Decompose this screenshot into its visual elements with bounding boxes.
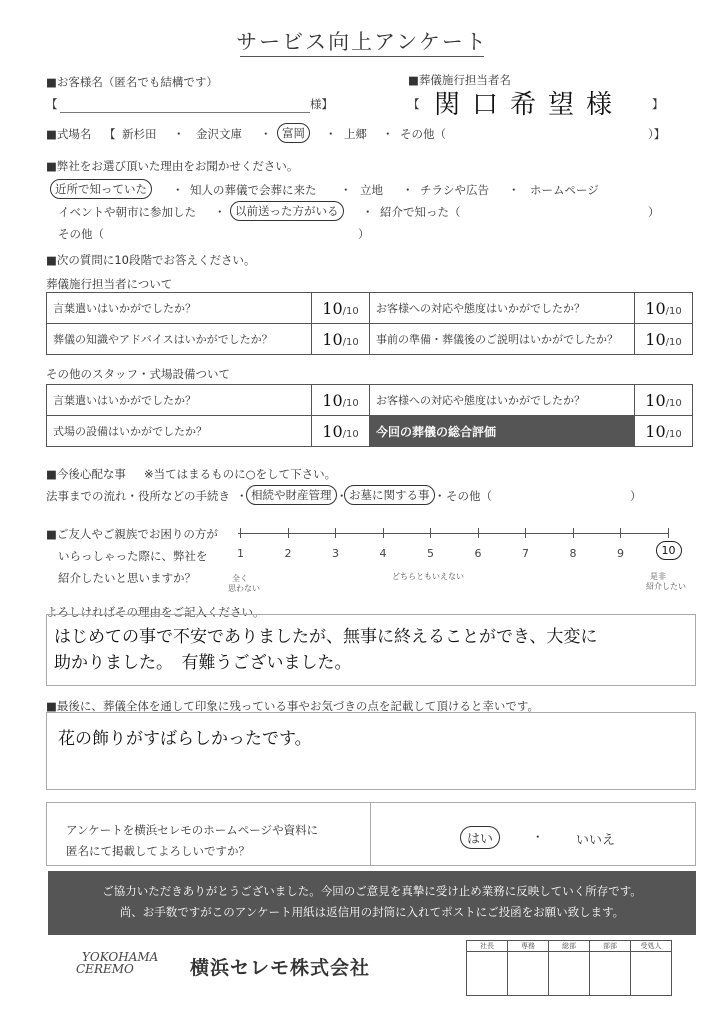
page-title: サービス向上アンケート — [236, 30, 488, 54]
scale-tick — [620, 528, 621, 538]
score-value: 10 — [645, 298, 666, 318]
venue-option-other[interactable]: その他（ — [400, 127, 446, 141]
staff-rating-table — [46, 292, 693, 355]
stamp-box[interactable] — [630, 940, 672, 996]
scale-low-label-1: 全く — [232, 574, 248, 583]
score-denominator: /10 — [342, 336, 359, 348]
score-value: 10 — [322, 329, 343, 349]
rating-question: 言葉遣いはいかがでしたか？ — [47, 385, 312, 416]
scale-tick — [383, 528, 384, 538]
banner-line1: ご協力いただきありがとうございました。今回のご意見を真摯に受け止め業務に反映していく所存です。 — [102, 884, 642, 898]
rating-question: お客様への対応や態度はいかがでしたか？ — [370, 385, 635, 416]
scale-tick — [478, 528, 479, 538]
rating-question: 事前の準備・葬儀後のご説明はいかがでしたか？ — [370, 324, 635, 355]
reason-option-previous-selected[interactable]: 以前送った方がいる — [230, 201, 344, 221]
scale-high-label-1: 是非 — [650, 572, 666, 581]
reason-referral-close: ） — [648, 205, 660, 219]
venue-separator: ・ — [382, 127, 394, 141]
venue-option-shinsugita[interactable]: 新杉田 — [122, 127, 157, 141]
score-denominator: /10 — [342, 305, 359, 317]
table-row — [47, 385, 693, 416]
scale-tick — [573, 528, 574, 538]
concern-option-other[interactable]: その他（ — [446, 489, 492, 503]
final-comment-text: 花の飾りがすばらしかったです。 — [58, 729, 312, 749]
scale-tick — [525, 528, 526, 538]
rating-question: 式場の設備はいかがでしたか？ — [47, 416, 312, 447]
concern-option-inheritance-selected[interactable]: 相続や財産管理 — [246, 485, 337, 505]
reason-text-line1: はじめての事で不安でありましたが、無事に終えることができ、大変に — [54, 627, 598, 647]
score-denominator: /10 — [342, 428, 359, 440]
reason-separator: ・ — [172, 183, 184, 197]
stamp-label: 受処人 — [631, 941, 671, 952]
company-name: 横浜セレモ株式会社 — [190, 957, 371, 979]
title-underline — [240, 56, 484, 57]
rating-score-cell[interactable] — [312, 324, 370, 355]
rating-score-cell[interactable] — [312, 416, 370, 447]
reason-separator: ・ — [508, 183, 520, 197]
scale-number-7[interactable]: 7 — [522, 547, 529, 560]
staff-bracket-open: 【 — [408, 97, 420, 111]
other-rating-table — [46, 384, 693, 447]
concern-note: ※当てはまるものに○をして下さい。 — [144, 467, 337, 481]
rating-question: 言葉遣いはいかがでしたか？ — [47, 293, 312, 324]
rating-score-cell[interactable] — [635, 293, 693, 324]
rating-other-heading: その他のスタッフ・式場設備ついて — [46, 367, 230, 381]
stamp-box[interactable] — [589, 940, 631, 996]
reason-option-event[interactable]: イベントや朝市に参加した — [58, 205, 196, 219]
scale-high-label-2: 紹介したい — [646, 582, 686, 591]
rating-score-cell[interactable] — [635, 324, 693, 355]
score-denominator: /10 — [665, 397, 682, 409]
publish-question-line2: 匿名にて掲載してよろしいですか？ — [66, 844, 250, 858]
scale-number-1[interactable]: 1 — [237, 547, 244, 560]
stamp-box[interactable] — [548, 940, 590, 996]
scale-low-label-2: 思わない — [228, 584, 260, 593]
score-denominator: /10 — [665, 428, 682, 440]
table-row — [47, 416, 693, 447]
publish-separator: ・ — [532, 830, 544, 844]
reason-separator: ・ — [340, 183, 352, 197]
reason-option-flyer[interactable]: チラシや広告 — [420, 183, 489, 197]
rating-score-cell[interactable] — [635, 416, 693, 447]
concern-option-procedures[interactable]: 法事までの流れ・役所などの手続き — [46, 489, 230, 503]
reason-option-location[interactable]: 立地 — [360, 183, 383, 197]
venue-bracket-open: 【 — [104, 127, 116, 141]
scale-number-10[interactable]: 10 — [656, 541, 682, 560]
scale-number-5[interactable]: 5 — [427, 547, 434, 560]
stamp-label: 専務 — [508, 941, 548, 952]
publish-divider — [370, 802, 371, 866]
score-denominator: /10 — [665, 305, 682, 317]
reason-separator: ・ — [214, 205, 226, 219]
venue-separator: ・ — [173, 127, 185, 141]
recommend-question-line1: ■ご友人やご親族でお困りの方が — [46, 527, 218, 541]
reason-option-referral[interactable]: 紹介で知った（ — [380, 205, 461, 219]
venue-separator: ・ — [325, 127, 337, 141]
scale-tick — [240, 528, 241, 538]
rating-question: お客様への対応や態度はいかがでしたか？ — [370, 293, 635, 324]
logo-line2: CEREMO — [76, 962, 134, 976]
concern-separator: ・ — [236, 489, 248, 503]
score-value: 10 — [322, 298, 343, 318]
rating-label: ■次の質問に10段階でお答えください。 — [46, 253, 256, 267]
stamp-box[interactable] — [466, 940, 508, 996]
publish-no[interactable]: いいえ — [576, 833, 616, 848]
reason-option-nearby-selected[interactable]: 近所で知っていた — [50, 179, 152, 199]
banner-line2: 尚、お手数ですがこのアンケート用紙は返信用の封筒に入れてポストにご投函をお願い致します。 — [119, 905, 625, 919]
table-row — [47, 324, 693, 355]
reason-option-homepage[interactable]: ホームページ — [530, 183, 599, 197]
venue-option-kamigo[interactable]: 上郷 — [344, 127, 367, 141]
reason-text-label: よろしければその理由をご記入ください。 — [46, 605, 265, 619]
staff-name-handwritten[interactable]: 関口希望様 — [434, 90, 625, 120]
venue-option-kanazawabunko[interactable]: 金沢文庫 — [196, 127, 242, 141]
score-denominator: /10 — [665, 336, 682, 348]
scale-tick — [430, 528, 431, 538]
score-value: 10 — [645, 329, 666, 349]
recommend-question-line2: いらっしゃった際に、弊社を — [58, 549, 208, 563]
venue-label: ■式場名 — [46, 127, 92, 141]
scale-number-6[interactable]: 6 — [474, 547, 482, 560]
stamp-label: 部部 — [590, 941, 630, 952]
staff-name-label: ■葬儀施行担当者名 — [408, 73, 511, 87]
concern-other-close: ） — [630, 489, 642, 503]
publish-yes-selected[interactable]: はい — [460, 826, 500, 849]
scale-tick — [668, 528, 669, 538]
recommend-scale-line — [238, 533, 668, 534]
reason-option-acquaintance-funeral[interactable]: 知人の葬儀で会葬に来た — [190, 183, 317, 197]
customer-name-suffix: 様】 — [310, 97, 333, 111]
reason-separator: ・ — [402, 183, 414, 197]
venue-option-tomioka-selected[interactable]: 富岡 — [277, 123, 310, 143]
score-value: 10 — [322, 421, 343, 441]
score-value: 10 — [645, 421, 666, 441]
scale-tick — [335, 528, 336, 538]
score-value: 10 — [645, 390, 666, 410]
venue-separator: ・ — [260, 127, 272, 141]
score-value: 10 — [322, 390, 343, 410]
scale-number-9[interactable]: 9 — [617, 547, 624, 560]
scale-tick — [288, 528, 289, 538]
rating-staff-heading: 葬儀施行担当者について — [46, 277, 173, 291]
venue-bracket-close: ）】 — [648, 127, 666, 141]
scale-number-2[interactable]: 2 — [284, 547, 292, 560]
scale-number-4[interactable]: 4 — [379, 547, 387, 560]
reason-option-other[interactable]: その他（ — [58, 227, 104, 241]
overall-rating-label: 今回の葬儀の総合評価 — [370, 416, 635, 447]
recommend-question-line3: 紹介したいと思いますか？ — [58, 571, 196, 585]
scale-number-8[interactable]: 8 — [569, 547, 577, 560]
rating-question: 葬儀の知識やアドバイスはいかがでしたか？ — [47, 324, 312, 355]
reason-separator: ・ — [362, 205, 374, 219]
rating-score-cell[interactable] — [312, 293, 370, 324]
score-denominator: /10 — [342, 397, 359, 409]
table-row — [47, 293, 693, 324]
logo-line1: YOKOHAMA — [82, 950, 159, 964]
reason-label: ■弊社をお選び頂いた理由をお聞かせください。 — [46, 159, 299, 173]
rating-score-cell[interactable] — [635, 385, 693, 416]
concern-separator: ・ — [336, 489, 348, 503]
scale-mid-label: どちらともいえない — [392, 572, 464, 581]
stamp-label: 総部 — [549, 941, 589, 952]
scale-number-3[interactable]: 3 — [332, 547, 339, 560]
concern-label: ■今後心配な事 — [46, 467, 126, 481]
customer-name-label: ■お客様名（匿名でも結構です） — [46, 75, 218, 89]
stamp-label: 社長 — [467, 941, 507, 952]
stamp-box[interactable] — [507, 940, 549, 996]
rating-score-cell[interactable] — [312, 385, 370, 416]
reason-other-close: ） — [358, 227, 370, 241]
thank-you-banner — [48, 871, 696, 935]
staff-bracket-close: 】 — [652, 97, 664, 111]
customer-bracket-open: 【 — [46, 97, 58, 111]
concern-separator: ・ — [434, 489, 446, 503]
concern-option-grave-selected[interactable]: お墓に関する事 — [344, 485, 435, 505]
reason-text-line2: 助かりました。 有難うございました。 — [54, 653, 352, 673]
publish-question-line1: アンケートを横浜セレモのホームページや資料に — [66, 823, 319, 837]
customer-name-field[interactable] — [60, 112, 310, 113]
final-comment-label: ■最後に、葬儀全体を通して印象に残っている事やお気づきの点を記載して頂けると幸いです。 — [46, 699, 539, 713]
